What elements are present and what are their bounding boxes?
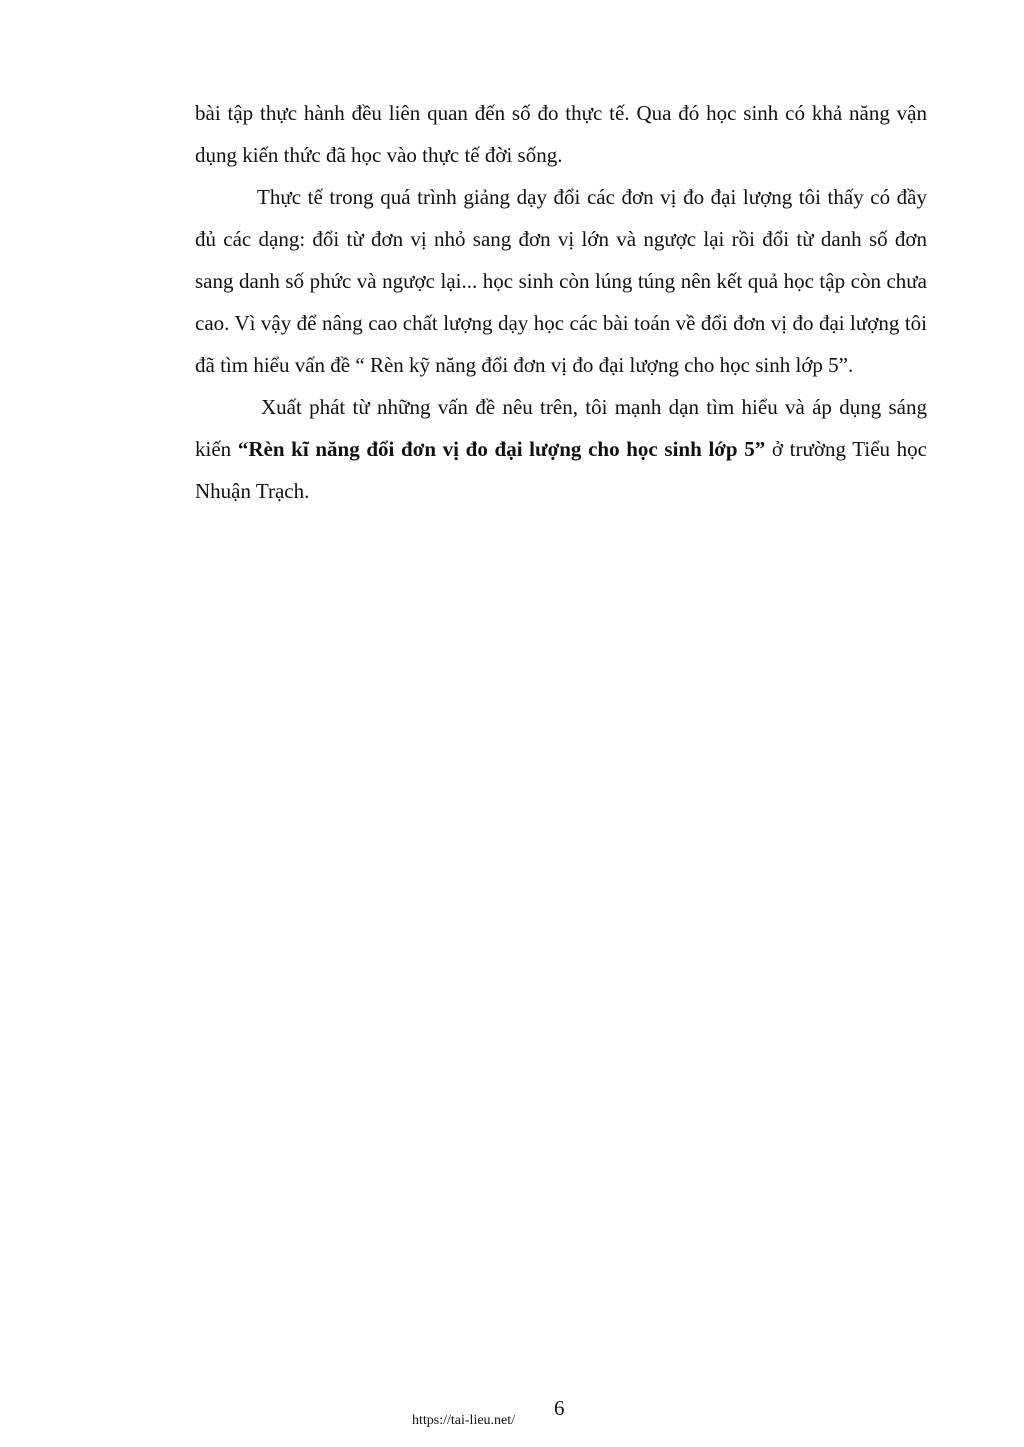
footer-url: https://tai-lieu.net/: [412, 1413, 516, 1428]
document-body: [195, 92, 927, 512]
page-number: 6: [554, 1396, 565, 1420]
paragraph-3-ending: ở trường Tiểu học Nhuận Trạch.: [195, 437, 928, 503]
initiative-title: “Rèn kĩ năng đổi đơn vị đo đại lượng cho học sinh lớp 5”: [237, 437, 766, 461]
paragraph-3-intro: Xuất phát từ những vấn đề nêu trên, tôi mạnh dạn tìm hiểu và áp dụng sáng kiến: [195, 395, 927, 461]
paragraph-1: bài tập thực hành đều liên quan đến số đo thực tế. Qua đó học sinh có khả năng vận dụng kiến thức đã học vào thực tế đời sống.: [195, 101, 927, 167]
paragraph-2: Thực tế trong quá trình giảng dạy đổi các đơn vị đo đại lượng tôi thấy có đầy đủ các dạng: đổi từ đơn vị nhỏ sang đơn vị lớn và ngược lại rồi đổi từ danh số đơn sang danh số phức và ngược lại... học sinh còn lúng túng nên kết quả học tập còn chưa cao. Vì vậy để nâng cao chất lượng dạy học các bài toán về đổi đơn vị đo đại lượng tôi đã tìm hiểu vấn đề “ Rèn kỹ năng đổi đơn vị đo đại lượng cho học sinh lớp 5”.: [195, 185, 927, 377]
paragraph-3: [195, 386, 927, 512]
